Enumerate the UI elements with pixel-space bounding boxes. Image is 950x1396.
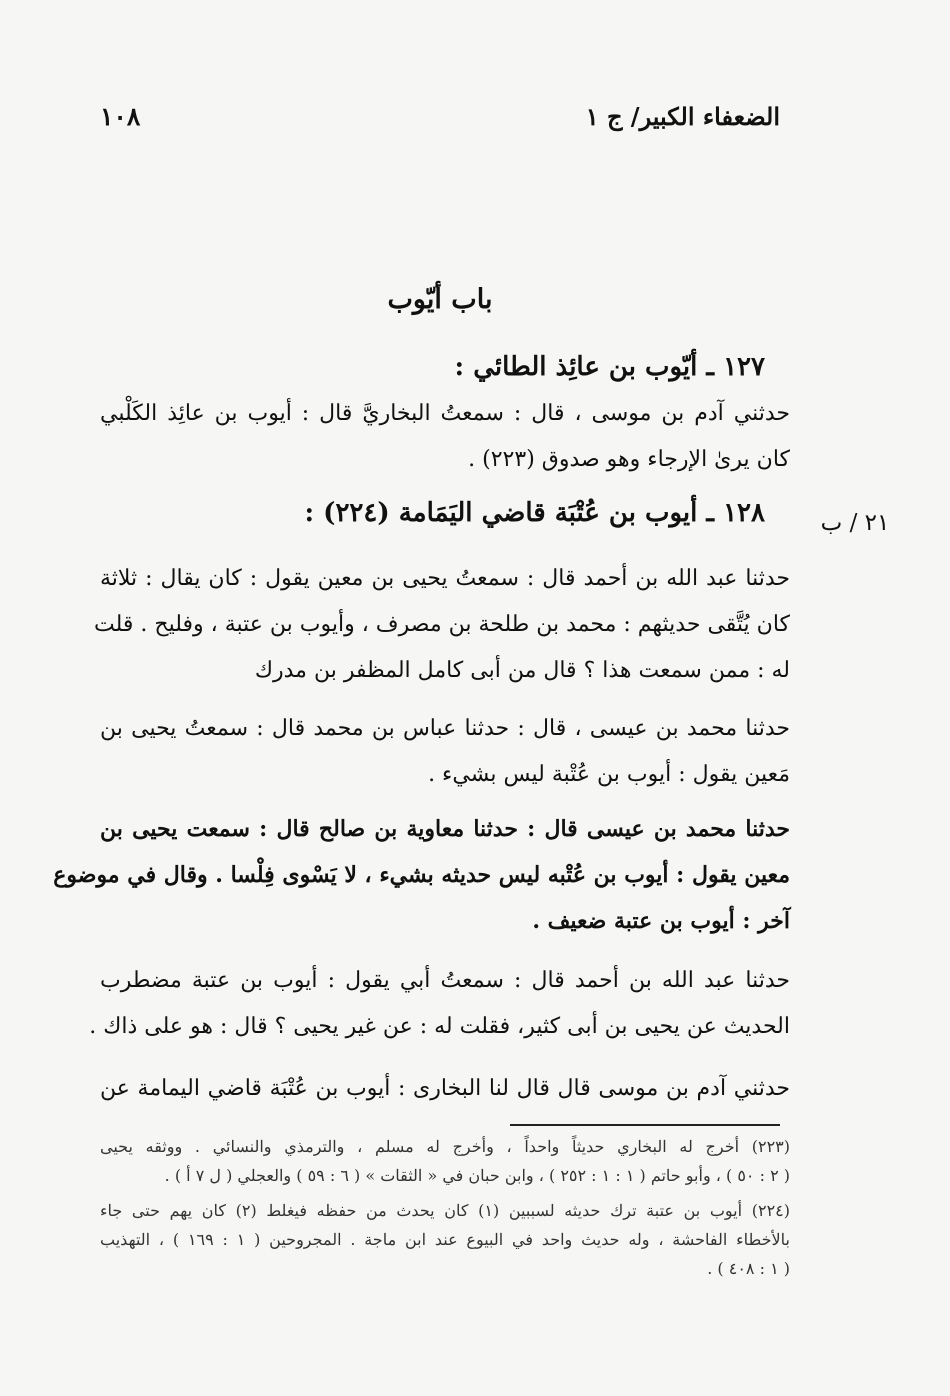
text-line: معين يقول : أيوب بن عُتْبه ليس حديثه بشيء ، لا يَسْوى فِلْسا . وقال في موضوع	[53, 862, 790, 888]
text-line: كان يرىٰ الإرجاء وهو صدوق (٢٢٣) .	[468, 447, 790, 472]
text-line: كان يُتَّقى حديثهم : محمد بن طلحة بن مصرف ، وأيوب بن عتبة ، وفليح . قلت	[93, 612, 790, 637]
margin-folio-note: ٢١ / ب	[820, 510, 890, 536]
text-line: حدثنا عبد الله بن أحمد قال : سمعتُ أبي يقول : أيوب بن عتبة مضطرب	[100, 968, 790, 993]
paragraph-128-1	[93, 556, 790, 694]
text-line: حدثنا محمد بن عيسى قال : حدثنا معاوية بن صالح قال : سمعت يحيى بن	[100, 816, 790, 842]
paragraph-127-1	[100, 391, 790, 483]
paragraph-128-2	[100, 706, 790, 798]
footnote-separator	[510, 1124, 780, 1126]
text-line: حدثني آدم بن موسى ، قال : سمعتُ البخاريَّ قال : أيوب بن عائِذ الكَلْبي	[100, 401, 790, 426]
entry-heading-128: ١٢٨ ـ أيوب بن عُتْبَة قاضي اليَمَامة (٢٢٤) :	[304, 498, 765, 528]
paragraph-128-4	[89, 958, 790, 1050]
footnote-line: بالأخطاء الفاحشة ، وله حديث واحد في البيوع عند ابن ماجة . المجروحين ( ١ : ١٦٩ ) ، التهذيب	[100, 1230, 791, 1249]
footnote-line: ( ١ : ٤٠٨ ) .	[707, 1259, 790, 1278]
footnote-223	[100, 1132, 790, 1190]
running-title: الضعفاء الكبير/ ج ١	[585, 101, 780, 131]
footnote-line: (٢٢٤) أيوب بن عتبة ترك حديثه لسببين (١) كان يحدث من حفظه فيغلط (٢) كان يهم حتى جاء	[100, 1201, 790, 1220]
paragraph-128-5	[100, 1066, 790, 1112]
text-line: له : ممن سمعت هذا ؟ قال من أبى كامل المظفر بن مدرك	[254, 658, 790, 683]
text-line: آخر : أيوب بن عتبة ضعيف .	[532, 908, 790, 934]
text-line: الحديث عن يحيى بن أبى كثير، فقلت له : عن غير يحيى ؟ قال : هو على ذاك .	[89, 1014, 790, 1039]
footnote-line: (٢٢٣) أخرج له البخاري حديثاً واحداً ، وأخرج له مسلم ، والترمذي والنسائي . ووثقه يحيى	[100, 1137, 790, 1156]
footnotes	[100, 1132, 790, 1283]
running-header	[100, 96, 780, 136]
footnote-line: ( ٢ : ٥٠ ) ، وأبو حاتم ( ١ : ١ : ٢٥٢ ) ، وابن حبان في « الثقات » ( ٦ : ٥٩ ) والعجلي ( ل ٧ أ ) .	[164, 1166, 790, 1185]
entry-heading-127: ١٢٧ ـ أيّوب بن عائِذ الطائي :	[454, 352, 765, 382]
page-number: ١٠٨	[100, 101, 141, 131]
text-line: حدثنا عبد الله بن أحمد قال : سمعتُ يحيى بن معين يقول : كان يقال : ثلاثة	[100, 566, 790, 591]
chapter-title: باب أيّوب	[387, 284, 493, 315]
footnote-224	[100, 1196, 790, 1283]
text-line: مَعين يقول : أيوب بن عُتْبة ليس بشيء .	[428, 762, 790, 787]
text-line: حدثني آدم بن موسى قال قال لنا البخارى : أيوب بن عُتْبَة قاضي اليمامة عن	[100, 1076, 790, 1101]
text-line: حدثنا محمد بن عيسى ، قال : حدثنا عباس بن محمد قال : سمعتُ يحيى بن	[100, 716, 790, 741]
paragraph-128-3	[53, 806, 790, 944]
